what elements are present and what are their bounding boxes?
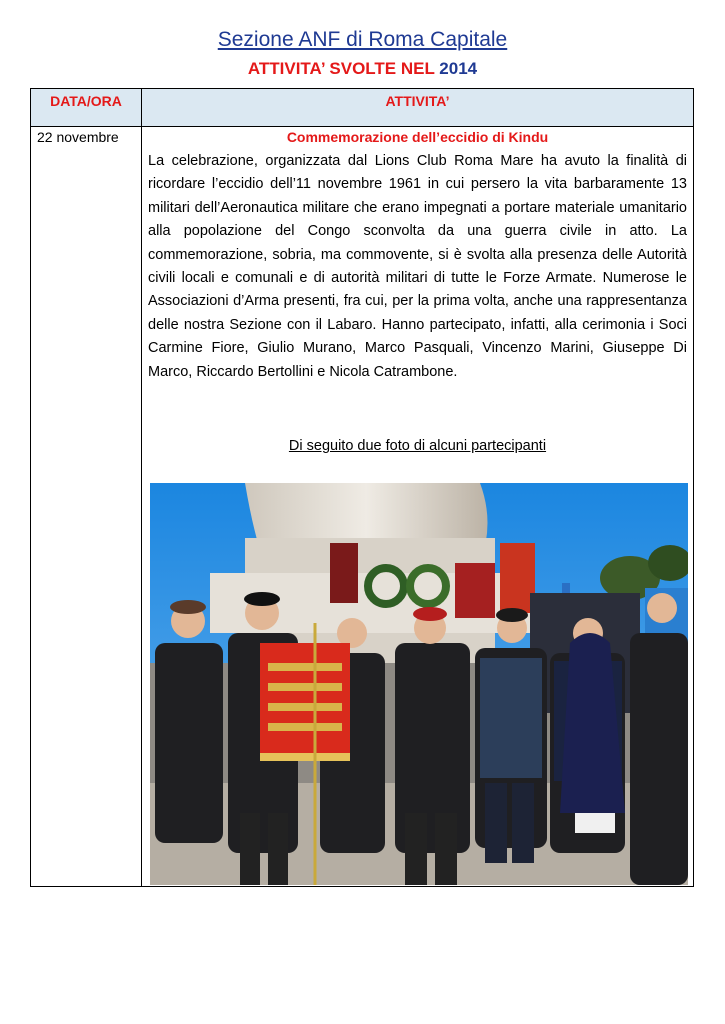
group-photo (150, 483, 688, 885)
row-date: 22 novembre (37, 129, 119, 145)
subtitle-year: 2014 (439, 59, 478, 78)
photo-caption: Di seguito due foto di alcuni partecipanti (288, 438, 547, 454)
activity-description: La celebrazione, organizzata dal Lions Club Roma Mare ha avuto la finalità di ricordare l’eccidio dell’11 novembre 1961 in cui persero la vita barbaramente 13 militari dell’Aeronautica militare che erano impegnati a portare materiale umanitario alla popolazione del Congo sconvolta da una guerra civile in atto. La commemorazione, sobria, ma commovente, si è svolta alla presenza delle Autorità civili locali e comunali e di autorità militari di tutte le Forze Armate. Numerose le Associazioni d’Arma presenti, fra cui, per la prima volta, anche una rappresentanza delle nostra Sezione con il Labaro. Hanno partecipato, infatti, alla cerimonia i Soci Carmine Fiore, Giulio Murano, Marco Pasquali, Vincenzo Marini, Giuseppe Di Marco, Riccardo Bertollini e Nicola Catrambone. (148, 153, 687, 380)
column-divider (141, 126, 142, 887)
page-title: Sezione ANF di Roma Capitale (217, 28, 508, 51)
activity-title: Commemorazione dell’eccidio di Kindu (286, 129, 549, 145)
page-subtitle (0, 59, 725, 79)
header-activity: ATTIVITA’ (385, 93, 450, 109)
table-header (31, 89, 693, 127)
header-date: DATA/ORA (50, 93, 122, 109)
activities-table (30, 88, 694, 887)
subtitle-text: ATTIVITA’ SVOLTE NEL (247, 59, 435, 78)
